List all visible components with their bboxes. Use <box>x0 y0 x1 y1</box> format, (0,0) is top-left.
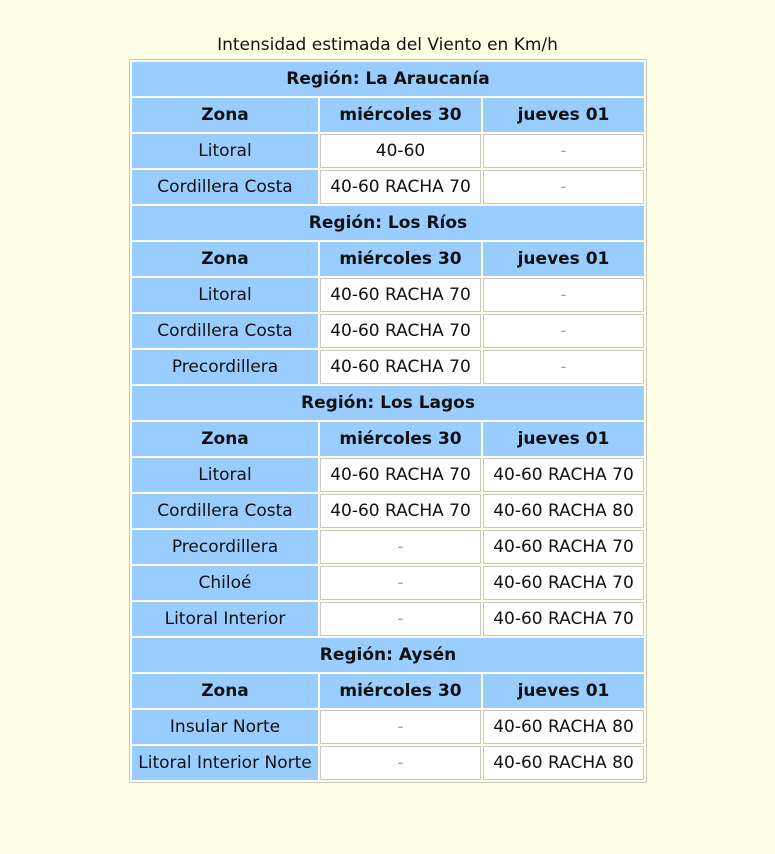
column-header-row <box>132 242 644 276</box>
day1-cell: 40-60 RACHA 70 <box>320 494 481 528</box>
day2-cell: - <box>483 134 644 168</box>
day1-cell: 40-60 RACHA 70 <box>320 458 481 492</box>
table-row <box>132 602 644 636</box>
day2-cell: - <box>483 350 644 384</box>
zone-cell: Precordillera <box>132 350 318 384</box>
table-row <box>132 278 644 312</box>
header-day2: jueves 01 <box>483 422 644 456</box>
table-row <box>132 494 644 528</box>
column-header-row <box>132 98 644 132</box>
header-day2: jueves 01 <box>483 242 644 276</box>
header-zona: Zona <box>132 98 318 132</box>
day1-cell: - <box>320 566 481 600</box>
table-row <box>132 458 644 492</box>
day2-cell: - <box>483 278 644 312</box>
region-title: Región: Aysén <box>132 638 644 672</box>
day1-cell: 40-60 RACHA 70 <box>320 170 481 204</box>
table-row <box>132 566 644 600</box>
day1-cell: - <box>320 530 481 564</box>
header-day1: miércoles 30 <box>320 242 481 276</box>
column-header-row <box>132 674 644 708</box>
header-day2: jueves 01 <box>483 674 644 708</box>
table-row <box>132 350 644 384</box>
header-day1: miércoles 30 <box>320 674 481 708</box>
wind-forecast-table <box>129 59 647 783</box>
day2-cell: 40-60 RACHA 70 <box>483 566 644 600</box>
header-zona: Zona <box>132 242 318 276</box>
region-title: Región: Los Ríos <box>132 206 644 240</box>
day1-cell: 40-60 RACHA 70 <box>320 314 481 348</box>
zone-cell: Precordillera <box>132 530 318 564</box>
day2-cell: - <box>483 170 644 204</box>
region-title: Región: Los Lagos <box>132 386 644 420</box>
day1-cell: - <box>320 746 481 780</box>
zone-cell: Cordillera Costa <box>132 170 318 204</box>
region-row <box>132 62 644 96</box>
day2-cell: 40-60 RACHA 70 <box>483 602 644 636</box>
zone-cell: Litoral <box>132 134 318 168</box>
table-row <box>132 134 644 168</box>
header-day1: miércoles 30 <box>320 98 481 132</box>
header-zona: Zona <box>132 674 318 708</box>
header-day2: jueves 01 <box>483 98 644 132</box>
region-row <box>132 386 644 420</box>
region-title: Región: La Araucanía <box>132 62 644 96</box>
day1-cell: 40-60 RACHA 70 <box>320 350 481 384</box>
table-row <box>132 746 644 780</box>
day1-cell: - <box>320 602 481 636</box>
zone-cell: Insular Norte <box>132 710 318 744</box>
zone-cell: Litoral <box>132 458 318 492</box>
region-row <box>132 638 644 672</box>
day2-cell: 40-60 RACHA 80 <box>483 710 644 744</box>
zone-cell: Litoral <box>132 278 318 312</box>
table-row <box>132 710 644 744</box>
zone-cell: Chiloé <box>132 566 318 600</box>
day2-cell: - <box>483 314 644 348</box>
region-row <box>132 206 644 240</box>
header-zona: Zona <box>132 422 318 456</box>
header-day1: miércoles 30 <box>320 422 481 456</box>
day2-cell: 40-60 RACHA 80 <box>483 494 644 528</box>
zone-cell: Cordillera Costa <box>132 314 318 348</box>
table-caption: Intensidad estimada del Viento en Km/h <box>217 35 558 55</box>
day2-cell: 40-60 RACHA 70 <box>483 530 644 564</box>
day1-cell: 40-60 RACHA 70 <box>320 278 481 312</box>
table-row <box>132 530 644 564</box>
zone-cell: Cordillera Costa <box>132 494 318 528</box>
day1-cell: 40-60 <box>320 134 481 168</box>
day1-cell: - <box>320 710 481 744</box>
table-row <box>132 314 644 348</box>
day2-cell: 40-60 RACHA 80 <box>483 746 644 780</box>
column-header-row <box>132 422 644 456</box>
zone-cell: Litoral Interior <box>132 602 318 636</box>
table-row <box>132 170 644 204</box>
day2-cell: 40-60 RACHA 70 <box>483 458 644 492</box>
zone-cell: Litoral Interior Norte <box>132 746 318 780</box>
